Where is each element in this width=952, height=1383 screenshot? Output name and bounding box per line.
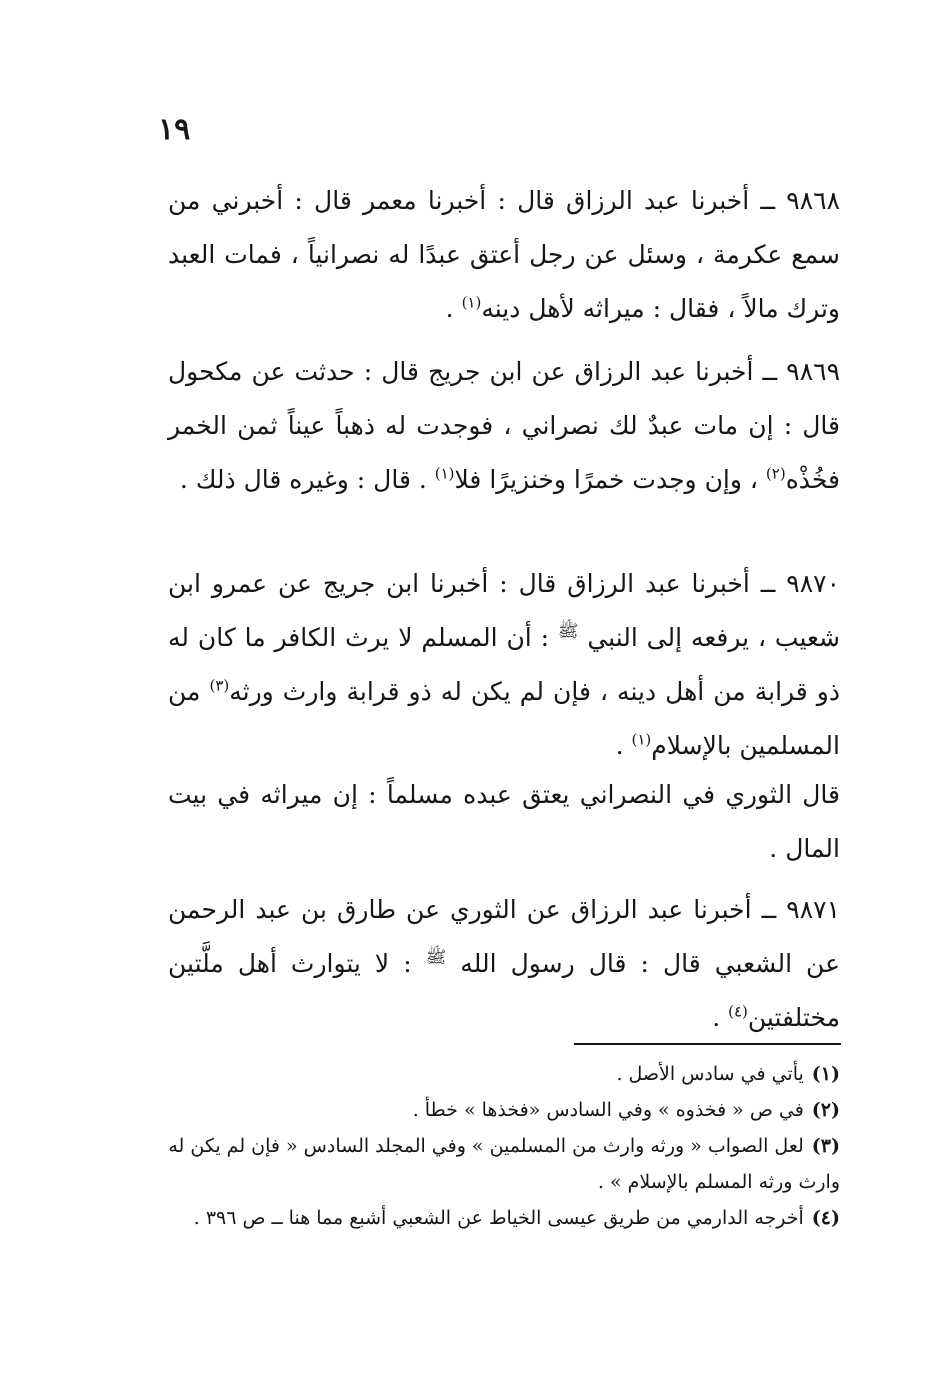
hadith-tail: . قال : وغيره قال ذلك . bbox=[179, 465, 435, 494]
footnote-2 bbox=[168, 1092, 840, 1128]
thawri-opinion bbox=[168, 768, 840, 876]
hadith-9868 bbox=[168, 174, 840, 336]
hadith-tail: . bbox=[615, 731, 632, 760]
hadith-text: ٩٨٧١ ــ أخبرنا عبد الرزاق عن الثوري عن طارق بن عبد الرحمن عن الشعبي قال : قال رسول الله bbox=[168, 895, 841, 978]
footnote-ref: (٤) bbox=[728, 1002, 748, 1021]
hadith-text-mid: : أن المسلم لا يرث الكافر ما كان له ذو قرابة من أهل دينه ، فإن لم يكن له ذو قرابة وارث ورثه bbox=[168, 623, 840, 706]
hadith-9871 bbox=[168, 883, 840, 1045]
footnote-number: (٢) bbox=[811, 1099, 840, 1121]
footnote-3 bbox=[168, 1128, 840, 1200]
footnotes bbox=[168, 1056, 840, 1236]
footnote-ref: (٢) bbox=[765, 464, 786, 483]
salawat-glyph: ﷺ bbox=[425, 947, 447, 968]
footnote-ref: (١) bbox=[461, 293, 482, 312]
footnote-number: (٣) bbox=[811, 1135, 840, 1157]
footnote-text: أخرجه الدارمي من طريق عيسى الخياط عن الشعبي أشبع مما هنا ــ ص ٣٩٦ . bbox=[193, 1207, 804, 1229]
hadith-text-mid2: من المسلمين بالإسلام bbox=[168, 677, 840, 760]
hadith-text: ٩٨٧٠ ــ أخبرنا عبد الرزاق قال : أخبرنا ابن جريج عن عمرو ابن شعيب ، يرفعه إلى النبي bbox=[168, 569, 841, 652]
hadith-text: ٩٨٦٨ ــ أخبرنا عبد الرزاق قال : أخبرنا معمر قال : أخبرني من سمع عكرمة ، وسئل عن رجل أعتق عبدًا له نصرانياً ، فمات العبد وترك مالاً ، فقال : ميراثه لأهل دينه bbox=[168, 186, 840, 323]
hadith-text-mid: : لا يتوارث أهل ملَّتين مختلفتين bbox=[168, 949, 840, 1032]
footnote-text: لعل الصواب « ورثه وارث من المسلمين » وفي المجلد السادس « فإن لم يكن له وارث ورثه المسلم بالإسلام » . bbox=[168, 1135, 840, 1193]
footnote-number: (١) bbox=[811, 1063, 840, 1085]
hadith-9870 bbox=[168, 557, 840, 773]
hadith-text: ٩٨٦٩ ــ أخبرنا عبد الرزاق عن ابن جريج قال : حدثت عن مكحول قال : إن مات عبدٌ لك نصراني ، فوجدت له ذهباً عيناً ثمن الخمر فخُذْه bbox=[168, 357, 840, 494]
footnote-1 bbox=[168, 1056, 840, 1092]
footnote-text: في ص « فخذوه » وفي السادس «فخذها » خطأ . bbox=[412, 1099, 804, 1121]
hadith-tail: . bbox=[712, 1003, 729, 1032]
footnote-ref: (١) bbox=[631, 730, 652, 749]
footnote-number: (٤) bbox=[811, 1207, 840, 1229]
footnote-ref: (١) bbox=[434, 464, 455, 483]
hadith-tail: . bbox=[445, 294, 462, 323]
hadith-9869 bbox=[168, 345, 840, 507]
footnote-4 bbox=[168, 1200, 840, 1236]
paragraph-text: قال الثوري في النصراني يعتق عبده مسلماً : إن ميراثه في بيت المال . bbox=[168, 780, 840, 863]
hadith-text-mid: ، وإن وجدت خمرًا وخنزيرًا فلا bbox=[454, 465, 766, 494]
footnote-text: يأتي في سادس الأصل . bbox=[616, 1063, 804, 1085]
salawat-glyph: ﷺ bbox=[557, 621, 579, 642]
page-number: ١٩ bbox=[158, 112, 191, 147]
footnote-ref: (٣) bbox=[209, 676, 230, 695]
footnote-separator bbox=[574, 1043, 841, 1045]
